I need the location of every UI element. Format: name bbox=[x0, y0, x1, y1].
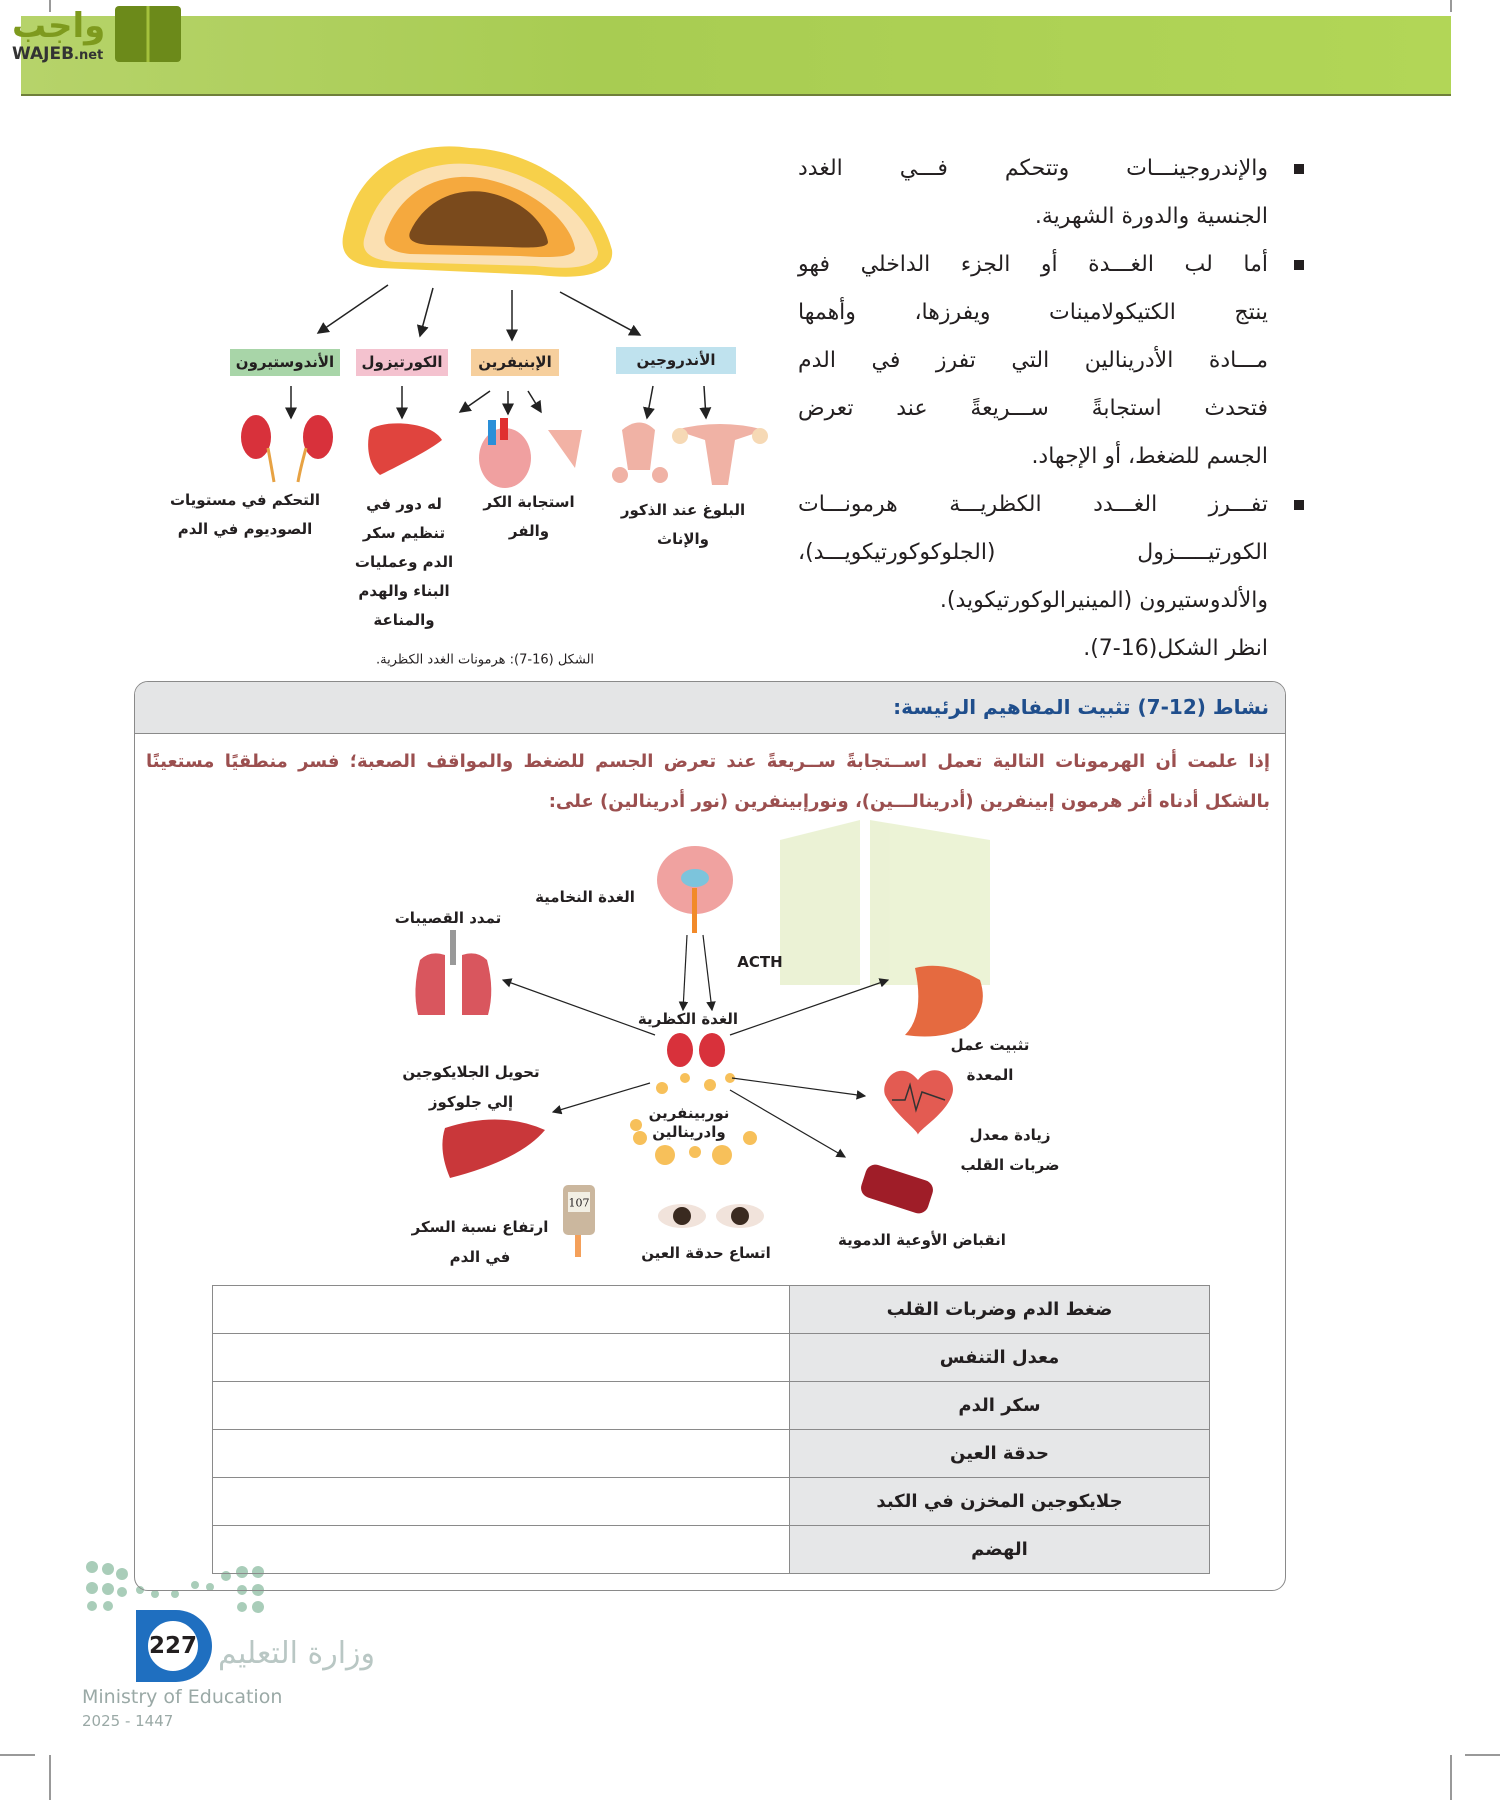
label-acth: ACTH bbox=[737, 953, 783, 971]
heart-illustration bbox=[479, 418, 531, 488]
effect-line: تنظيم سكر bbox=[362, 524, 446, 542]
label-line: إلي جلوكوز bbox=[428, 1093, 514, 1111]
activity-instructions bbox=[146, 742, 1270, 822]
table-row bbox=[213, 1286, 1210, 1334]
table-row bbox=[213, 1478, 1210, 1526]
answer-table bbox=[212, 1285, 1210, 1574]
table-row bbox=[213, 1526, 1210, 1574]
row-label: ضغط الدم وضربات القلب bbox=[790, 1286, 1210, 1334]
activity-title: نشاط (12-7) تثبيت المفاهيم الرئيسة: bbox=[135, 682, 1285, 734]
liver-illustration bbox=[368, 423, 442, 475]
table-row bbox=[213, 1382, 1210, 1430]
bullet-square-icon bbox=[1294, 500, 1304, 510]
label-line: زيادة معدل bbox=[969, 1126, 1051, 1144]
answer-cell[interactable] bbox=[213, 1526, 790, 1574]
muscle-illustration bbox=[548, 430, 582, 468]
text-line: تفـــرز الغـــدد الكظريـــة هرمونـــات bbox=[798, 492, 1268, 517]
text-line: الجسم للضغط، أو الإجهاد. bbox=[1031, 444, 1268, 469]
effect-epinephrine bbox=[468, 488, 590, 546]
text-line: الكورتيـــــزول (الجلوكوكورتيكويـــد)، bbox=[798, 540, 1268, 565]
text-line: انظر الشكل(16-7). bbox=[1083, 636, 1268, 661]
hormone-label-aldosterone: الأندوستيرون bbox=[230, 349, 340, 376]
right-text-column bbox=[798, 145, 1268, 673]
row-label: حدقة العين bbox=[790, 1430, 1210, 1478]
glucometer-reading: 107 bbox=[568, 1196, 590, 1210]
label-line: تثبيت عمل bbox=[950, 1036, 1030, 1054]
label-eyes: اتساع حدقة العين bbox=[641, 1244, 771, 1262]
table-row bbox=[213, 1334, 1210, 1382]
effect-aldosterone bbox=[150, 486, 340, 544]
effect-line: البلوغ عند الذكور bbox=[620, 501, 746, 519]
text-line: والإندروجينـــات وتتحكم فـــي الغدد bbox=[798, 156, 1268, 181]
bullet-square-icon bbox=[1294, 260, 1304, 270]
bullet-medulla bbox=[798, 241, 1268, 481]
label-line: المعدة bbox=[966, 1066, 1014, 1084]
label-line: نوربينفرين bbox=[648, 1104, 730, 1122]
answer-cell[interactable] bbox=[213, 1478, 790, 1526]
effect-line: الصوديوم في الدم bbox=[177, 520, 313, 538]
effect-line: الدم وعمليات bbox=[354, 553, 454, 571]
hormone-label-androgen: الأندروجين bbox=[616, 347, 736, 374]
ministry-name-english: Ministry of Education bbox=[82, 1686, 283, 1708]
table-row bbox=[213, 1430, 1210, 1478]
text-line: أما لب الغـــدة أو الجزء الداخلي فهو bbox=[798, 252, 1268, 277]
label-vessels: انقباض الأوعية الدموية bbox=[838, 1231, 1006, 1249]
text-line: فتحدث استجابةً ســـريعةً عند تعرض bbox=[798, 396, 1268, 421]
logo-suffix: .net bbox=[74, 48, 104, 63]
row-label: الهضم bbox=[790, 1526, 1210, 1574]
page-header-banner bbox=[21, 16, 1451, 96]
label-bronchi: تمدد القصيبات bbox=[394, 909, 502, 927]
logo-name: WAJEB bbox=[12, 44, 75, 64]
effect-line: البناء والهدم bbox=[358, 582, 450, 600]
academic-year: 2025 - 1447 bbox=[82, 1712, 174, 1730]
effect-line: التحكم في مستويات bbox=[169, 491, 321, 509]
effect-androgen bbox=[598, 496, 768, 554]
hormone-label-cortisol: الكورتيزول bbox=[356, 349, 448, 376]
text-line: والألدوستيرون (المينيرالوكورتيكويد). bbox=[939, 588, 1268, 613]
answer-cell[interactable] bbox=[213, 1334, 790, 1382]
bullet-cortex bbox=[798, 481, 1268, 673]
bullet-square-icon bbox=[1294, 164, 1304, 174]
wajeb-logo-english bbox=[12, 44, 103, 64]
page-number: 227 bbox=[146, 1619, 200, 1673]
answer-cell[interactable] bbox=[213, 1430, 790, 1478]
row-label: معدل التنفس bbox=[790, 1334, 1210, 1382]
label-line: تحويل الجلايكوجين bbox=[402, 1063, 540, 1081]
effect-line: له دور في bbox=[366, 495, 442, 513]
label-blood-sugar bbox=[412, 1212, 549, 1272]
text-line: الجنسية والدورة الشهرية. bbox=[1034, 204, 1268, 229]
text-line: ينتج الكتيكولامينات ويفرزها، وأهمها bbox=[798, 300, 1268, 325]
text-line: مـــادة الأدرينالين التي تفرز في الدم bbox=[798, 348, 1268, 373]
effect-line: والإناث bbox=[657, 530, 709, 548]
reproductive-organs-illustration bbox=[612, 423, 768, 486]
label-line: وادرينالين bbox=[652, 1123, 726, 1141]
adrenal-gland-illustration bbox=[343, 146, 613, 276]
label-line: ضربات القلب bbox=[960, 1156, 1060, 1174]
activity-instruction-line: بالشكل أدناه أثر هرمون إبينفرين (أدرينالـــين)، ونورإبينفرين (نور أدرينالين) على: bbox=[548, 791, 1270, 812]
effect-line: استجابة الكر bbox=[483, 493, 575, 511]
wajeb-logo-arabic: واجب bbox=[12, 6, 106, 46]
effect-cortisol bbox=[345, 490, 463, 635]
hormone-label-epinephrine: الإبنيفرين bbox=[471, 349, 559, 376]
figure-caption: الشكل (16-7): هرمونات الغدد الكظرية. bbox=[375, 652, 595, 668]
answer-cell[interactable] bbox=[213, 1286, 790, 1334]
page-number-badge bbox=[136, 1610, 212, 1682]
label-line: ارتفاع نسبة السكر bbox=[411, 1218, 549, 1236]
kidney-illustrations bbox=[241, 415, 333, 482]
effect-line: والفر bbox=[508, 522, 550, 540]
row-label: سكر الدم bbox=[790, 1382, 1210, 1430]
effect-line: والمناعة bbox=[373, 611, 435, 629]
label-glycogen bbox=[402, 1057, 539, 1117]
label-hormones bbox=[649, 1104, 730, 1142]
label-line: في الدم bbox=[449, 1248, 511, 1266]
label-adrenal: الغدة الكظرية bbox=[637, 1010, 739, 1028]
label-stomach bbox=[951, 1030, 1030, 1090]
activity-instruction-line: إذا علمت أن الهرمونات التالية تعمل اســتجابةً ســريعةً عند تعرض الجسم للضغط والمواقف الصعبة؛ فسر منطقيًا مستعينًا bbox=[146, 751, 1270, 772]
answer-cell[interactable] bbox=[213, 1382, 790, 1430]
ministry-name-arabic: وزارة التعليم bbox=[218, 1636, 376, 1671]
label-pituitary: الغدة النخامية bbox=[535, 888, 635, 906]
row-label: جلايكوجين المخزن في الكبد bbox=[790, 1478, 1210, 1526]
bullet-androgens bbox=[798, 145, 1268, 241]
label-heart-rate bbox=[961, 1120, 1060, 1180]
book-logo-icon bbox=[115, 6, 181, 62]
